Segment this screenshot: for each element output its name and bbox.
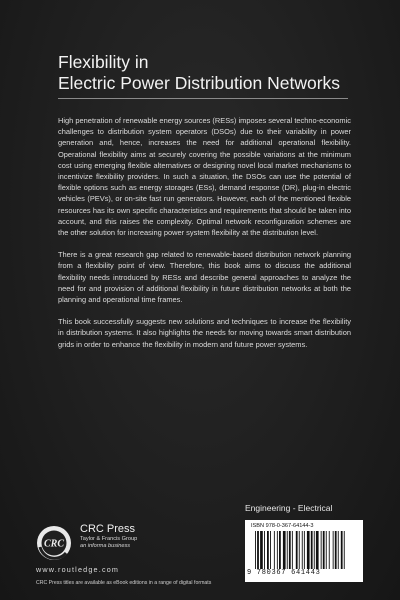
- title-divider: [58, 98, 348, 99]
- publisher-website: www.routledge.com: [36, 565, 120, 574]
- blurb-paragraph-2: There is a great research gap related to renewable-based distribution network planning from a flexibility point of view. Therefore, this book aims to discuss the additional flexibility needs introduced by RESs and describe general approaches to analyze the need for and provision of additional flexibility in future distribution networks at both the planning and operational time frames.: [58, 250, 351, 305]
- crc-press-logo-icon: [36, 525, 72, 561]
- publisher-name: CRC Press: [80, 523, 136, 535]
- book-title: [58, 52, 378, 94]
- blurb: [58, 115, 351, 361]
- blurb-paragraph-1: High penetration of renewable energy sources (RESs) imposes several techno-economic challenges to distribution system operators (DSOs) due to their variability in power generation and, hence, increases the need for additional operational flexibility. Operational flexibility aims at securely covering the possible variations at the minimum cost using emerging flexible alternatives or designing novel local market mechanisms to incentivize flexibility providers. In such a situation, the DSOs can use the potential of flexible options such as energy storages (ESs), demand response (DR), plug-in electric vehicles (PEVs), or on-site fast run generators. However, each of the mentioned flexible resources has its own specific characteristics and requirements that should be taken into account, and this raises the complexity. Optimal network reconfiguration schemes are the other solution for increasing power system flexibility at the distribution level.: [58, 116, 351, 238]
- publisher-block: [80, 523, 137, 550]
- barcode-digits: 9 780367 641443: [247, 569, 321, 577]
- isbn-number: ISBN 978-0-367-64144-3: [251, 523, 314, 529]
- publisher-group: Taylor & Francis Group: [80, 536, 138, 542]
- publisher-informa: an informa business: [80, 543, 131, 549]
- crc-logo-lettering: CRC: [43, 538, 65, 550]
- ebook-note: CRC Press titles are available as eBook editions in a range of digital formats: [36, 580, 212, 586]
- book-title-line-1: Flexibility in: [58, 52, 149, 72]
- isbn-barcode: [245, 520, 363, 582]
- barcode-bars-icon: [249, 531, 359, 569]
- book-title-line-2: Electric Power Distribution Networks: [58, 73, 341, 93]
- subject-category: Engineering - Electrical: [245, 503, 333, 513]
- blurb-paragraph-3: This book successfully suggests new solutions and techniques to increase the flexibility in distribution systems. It also highlights the needs for moving towards smart distribution grids in order to enhance the flexibility in modern and future power systems.: [58, 317, 351, 349]
